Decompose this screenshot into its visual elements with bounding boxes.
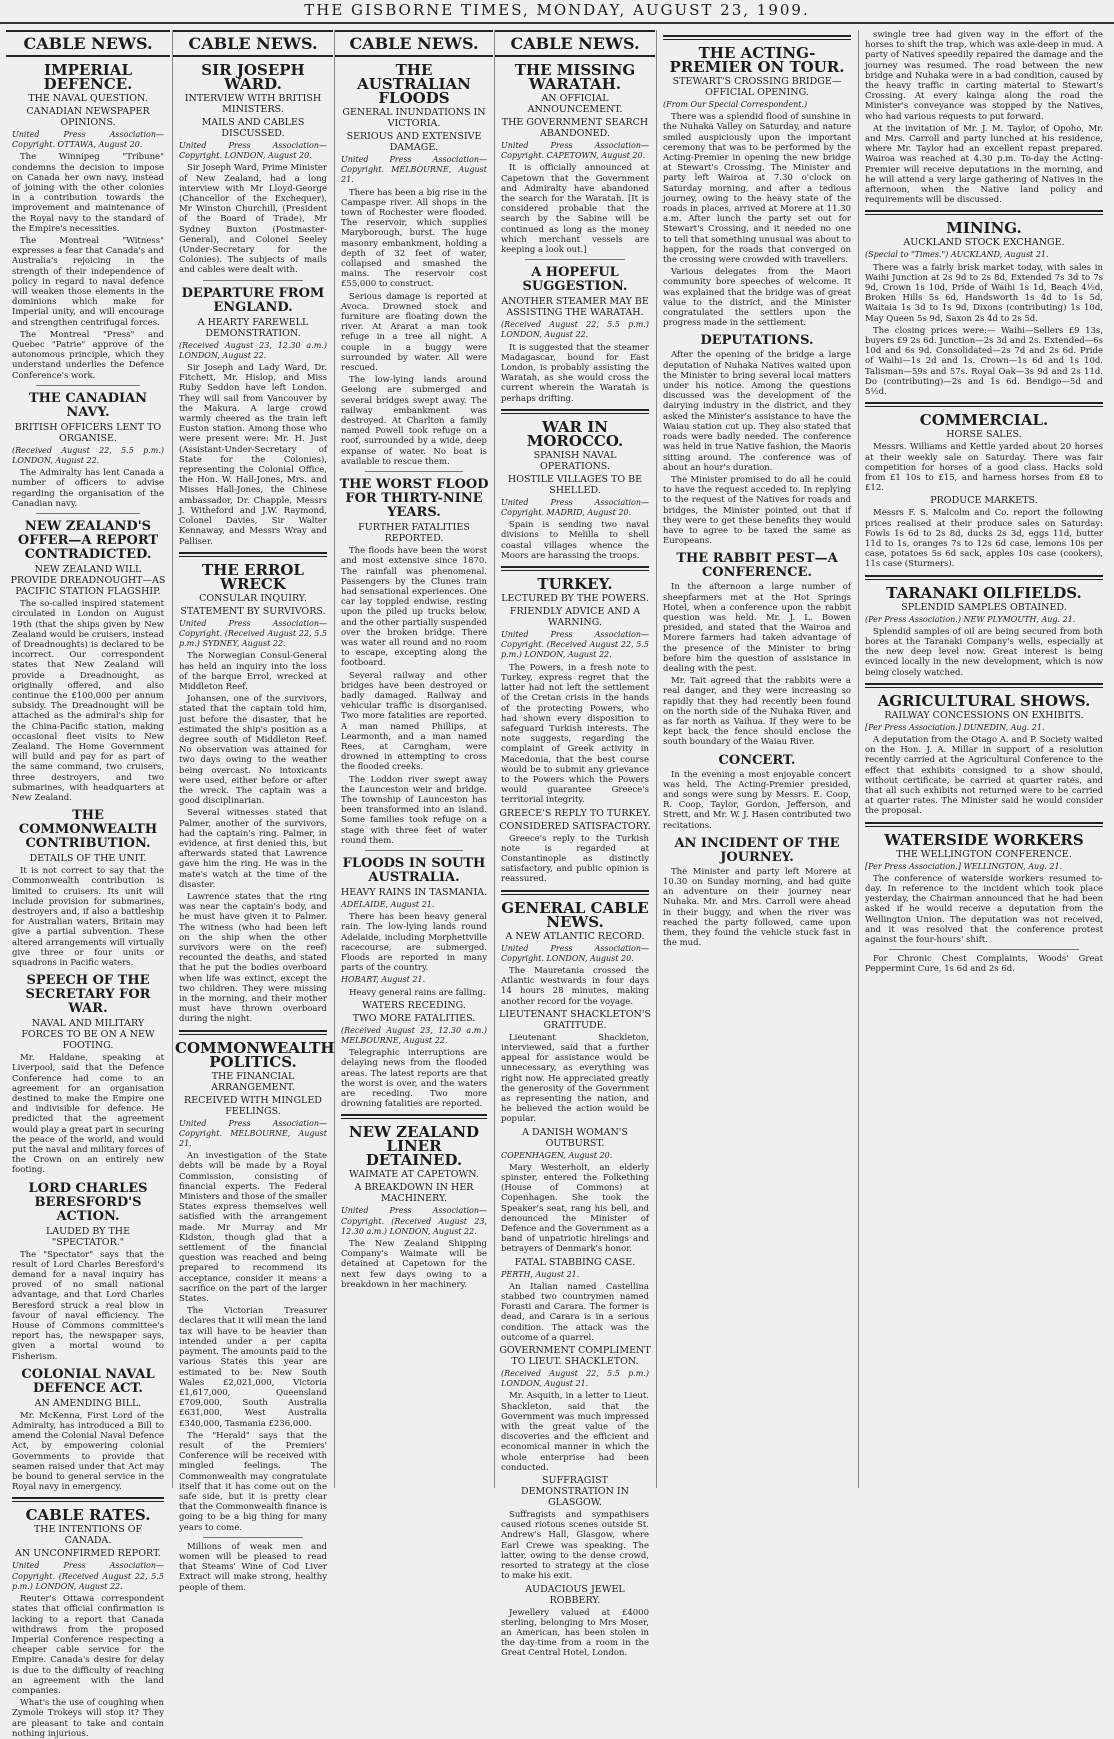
headline: THE ERROL WRECK [202,560,304,593]
subheading: A NEW ATLANTIC RECORD. [505,930,645,942]
paragraph: The Admiralty has lent Canada a number of officers to advise regarding the organisation of the Canadian navy. [12,468,164,509]
paragraph: Telegraphic interruptions are delaying news from the flooded areas. The latest reports are that the worst is over, and the waters are receding. Two more drowning fatalities are reported. [341,1048,487,1110]
subheading: HEAVY RAINS IN TASMANIA. [340,886,488,898]
subheading: INTERVIEW WITH BRITISH MINISTERS. [184,93,322,115]
subheading: ANOTHER STEAMER MAY BE ASSISTING THE WARATAH. [501,296,649,319]
dateline: HOBART, August 21. [341,975,426,985]
divider [36,513,140,514]
column-6 [858,30,1109,1488]
paragraph: Mr. McKenna, First Lord of the Admiralty, has introduced a Bill to amend the Colonial Naval Defence Act, by empowering colonial Governments to provide that seamen raised under that Act may be bound to general service in the Royal navy in emergency. [12,1410,164,1493]
subheading: GREECE'S REPLY TO TURKEY. [499,807,651,819]
paragraph: Messrs. Williams and Kettle yarded about 20 horses at their weekly sale on Saturday. There was fair competition for horses of a good class. Hacks sold from £1 10s to £15, and harness horses from £8 to £12. [865,442,1103,494]
paragraph: Spain is sending two naval divisions to Melilla to shell coastal villages whence the Moors are harassing the troops. [501,520,649,561]
paragraph: Splendid samples of oil are being secured from both bores at the Taranaki Company's wells, especially at the new deep level now. Great interest is being evinced locally in the new development, which is now being closely watched. [865,626,1103,678]
paragraph: There has been a big rise in the Campaspe river. All shops in the town of Rochester were flooded. The reservoir, which supplies Maryborough, burst. The huge masonry embankment, holding a depth of 32 feet of water, collapsed and smashed the mains. The reservoir cost £55,000 to construct. [341,187,487,290]
subheading: A DANISH WOMAN'S OUTBURST. [522,1126,628,1149]
paragraph: The low-lying lands around Geelong are submerged and several bridges swept away. The railway embankment was destroyed. At Charlton a family named Powell took refuge on a roof, surrounded by a wide, deep expanse of water. No boat is available to rescue them. [341,375,487,467]
divider [865,822,1103,827]
subheading: AN AMENDING BILL. [34,1397,142,1409]
paragraph: The "Spectator" says that the result of Lord Charles Beresford's demand for a naval inquiry has proved of no small national advantage, and that Lord Charles Beresford struck a real blow in favour of naval efficiency. The House of Commons committee's report has, the newspaper says, given a mortal wound to Fisherism. [12,1249,164,1362]
paragraph: A deputation from the Otago A. and P. Society waited on the Hon. J. A. Millar in support of a resolution recently carried at the Agricultural Conference to the effect that exhibits consigned to a show should, without certificate, be carried at quarter rates, and that all such exhibits not returned were to be carried at quarter rates. The Minister said he would consider the proposal. [865,734,1103,817]
subheading: NEW ZEALAND WILL PROVIDE DREADNOUGHT—AS PACIFIC STATION FLAGSHIP. [10,564,166,598]
paragraph: Several railway and other bridges have been destroyed or badly damaged. Railway and vehicular traffic is disorganised. Two more fatalities are reported. A man named Phillips, at Learmonth, and a man named Rees, at Carngham, were drowned in attempting to cross the flooded creeks. [341,670,487,773]
paragraph: The Montreal "Press" and Quebec "Patrie" approve of the autonomous principle, which they understand underlies the Defence Conference's work. [12,329,164,381]
dateline: United Press Association—Copyright. LONDON, August 20. [501,943,649,963]
paragraph: An investigation of the State debts will be made by a Royal Commission, consisting of financial experts. The Federal Ministers and those of the smaller States express themselves well satisfied with the arrangement made. Mr Murray and Mr Kidston, though glad that a settlement of the financial question was reached and being prepared to recommend its acceptance, consider it means a sacrifice on the part of the larger States. [179,1151,327,1305]
dateline: (Per Press Association.) NEW PLYMOUTH, Aug. 21. [865,614,1076,624]
divider [865,402,1103,407]
paragraph: Greece's reply to the Turkish note is regarded at Constantinople as distinctly satisfactory, and public opinion is reassured. [501,833,649,885]
subheading: NAVAL AND MILITARY FORCES TO BE ON A NEW FOOTING. [21,1018,155,1052]
paragraph: At the invitation of Mr. J. M. Taylor, of Opoho, Mr. and Mrs. Carroll and party lunched at his residence, where Mr. Taylor had an excellent repast prepared. Wairoa was reached at 4.30 p.m. To-day the Acting-Premier will receive deputations in the morning, and he will attend a very large gathering of Natives in the afternoon, when the Native land policy and requirements will be discussed. [865,123,1103,206]
subheading: LAUDED BY THE "SPECTATOR." [45,1225,131,1248]
subheading: SUFFRAGIST DEMONSTRATION IN GLASGOW. [521,1475,629,1509]
subheading: THE WELLINGTON CONFERENCE. [896,848,1072,860]
subheading: A HEARTY FAREWELL DEMONSTRATION. [197,316,309,339]
dateline: United Press Association—Copyright. (Received August 22, 5.5 p.m.) SYDNEY, August 22. [179,618,327,649]
dateline: United Press Association—Copyright. MADRID, August 20. [501,497,649,518]
paragraph: Sir Joseph and Lady Ward, Dr. Fitchett, Mr. Hislop, and Miss Ruby Seddon have left London. They will sail from Vancouver by the Makura. A large crowd warmly cheered as the train left Euston station. Among those who were present were: Mr. H. Just (Assistant-Under-Secretary of State for the Colonies), representing the Colonial Office, the Hon. W. Hall-Jones, Mrs. and Misses Hall-Jones, the Chinese ambassador, Dr. Chapple, Messrs J. Witheford and J.W. Raymond, Colonel Davies, Sir Walter Kennaway, and Messrs Wray and Palliser. [179,363,327,547]
paragraph: Mr. Haldane, speaking at Liverpool, said that the Defence Conference had come to an agreement for an organisation destined to make the Empire one and indivisible for defence. He predicted that the agreement would play a great part in securing the peace of the world, and would put the naval and military forces of the Crown on an entirely new footing. [12,1053,164,1176]
paragraph: The "Herald" says that the result of the Premiers' Conference will be received with mingled feelings. The Commonwealth may congratulate itself that it has come out on the safe side, but it is pretty clear that the Commonwealth finance is going to be a big thing for many years to come. [179,1430,327,1533]
subheading: AUDACIOUS JEWEL ROBBERY. [525,1583,625,1606]
column-2 [172,30,335,1593]
paragraph: The floods have been the worst and most extensive since 1870. The rainfall was phenomenal. Passengers by the Clunes train had sensational experiences. One car lay toppled endwise, resting upon the piled up trucks below, and the other partially suspended over the broken bridge. There was water all round and no room to escape, excepting along the footboard. [341,546,487,669]
dateline: United Press Association—Copyright. (Received August 22, 5.5 p.m.) LONDON, August 22. [501,630,649,660]
advertisement: Millions of weak men and women will be pleased to read that Steams' Wine of Cod Liver Extract will make strong, healthy people of them. [179,1541,327,1593]
column-3 [334,30,493,1488]
paragraph: There was a fairly brisk market today, with sales in Waihi Junction at 2s 9d to 2s 8d, Extended 7s 3d to 7s 9d, Crown 1s 10d, Pride of Waihi 1s 1d, Beach 4½d, Broken Hills 5s 6d, Handsworth 1s 4d to 1s 5d, Waitaia 1s 3d to 1s 9d, Dixons (contributing) 1s 10d, May Queen 5s 9d, Saxon 2s 4d to 2s 5d. [865,262,1103,324]
paragraph: The closing prices were:— Waihi—Sellers £9 13s, buyers £9 2s 6d. Junction—2s 3d and 2s. Extended—6s 10d and 6s 9d. Consolidated—2s 7d and 2s 6d. Pride of Waihi—1s 2d and 1s. Crown—1s 6d and 1s 10d. Talisman—59s and 57s. Royal Oak—3s 9d and 2s 11d. Do (contributing)—2s and 1s 6d. Bendigo—5d and 5½d. [865,325,1103,398]
subheading: GOVERNMENT COMPLIMENT TO LIEUT. SHACKLETON. [499,1345,651,1368]
paragraph: Messrs F. S. Malcolm and Co. report the following prices realised at their produce sales on Saturday: Fowls 1s 6d to 2s 8d, ducks 2s 3d, eggs 11d, butter 11d to 1s, oranges 7s to 12s 6d case, lemons 10s per case, potatoes 5s 6d sack, apples 10s case (cookers), 11s case (Sturmers). [865,508,1103,570]
paragraph: The Powers, in a fresh note to Turkey, express regret that the latter had not left the settlement of the Cretan crisis in the hands of the protecting Powers, who had shown every disposition to safeguard Turkish interests. The note suggests, regarding the complaint of Greek activity in Macedonia, that the best course would be to submit any grievance to the Powers which the Powers would guarantee Greece's territorial integrity. [501,662,649,806]
paragraph: Heavy general rains are falling. [349,987,486,998]
headline: COMMONWEALTH POLITICS. [175,1038,335,1071]
newspaper-columns [6,30,1108,1739]
dateline: United Press Association—Copyright. MELBOURNE, August 21. [341,155,487,185]
divider [341,1114,487,1119]
headline: THE CANADIAN NAVY. [28,390,148,420]
dateline: ADELAIDE, August 21. [341,899,435,909]
subheading: LECTURED BY THE POWERS. [501,593,649,605]
headline: WAR IN MOROCCO. [526,417,624,450]
subheading: THE NAVAL QUESTION. [28,93,148,104]
divider [179,552,327,557]
divider [203,280,303,281]
headline: MINING. [946,219,1022,238]
headline: WATERSIDE WORKERS [884,830,1084,849]
dateline: United Press Association—Copyright. LONDON, August 20. [179,141,327,161]
subheading: GENERAL INUNDATIONS IN VICTORIA. [342,107,486,129]
subheading: FURTHER FATALITIES REPORTED. [358,522,470,545]
subheading: CONSULAR INQUIRY. [199,592,307,604]
paragraph: The conference of waterside workers resumed to-day. In reference to the incident which took place yesterday, the Chairman announced that he had been asked if he would receive a deputation from the Wellington Union. The deputation was not received, and it was resolved that the conference protest against the four-hours' shift. [865,873,1103,945]
dateline: United Press Association—Copyright. (Received August 23, 12.30 a.m.) LONDON, August 22. [341,1206,487,1236]
divider [203,1537,303,1538]
cable-news-kicker: CABLE NEWS. [335,30,493,57]
headline: SIR JOSEPH WARD. [201,61,305,93]
subheading: A BREAKDOWN IN HER MACHINERY. [354,1182,474,1205]
divider [865,683,1103,688]
paragraph: Sir Joseph Ward, Prime Minister of New Zealand, had a long interview with Mr Lloyd-George (Chancellor of the Exchequer), Mr Winston Churchill, (President of the Board of Trade), Mr Sydney Buxton (Postmaster-General), and Colonel Seeley (Under-Secretary for the Colonies). The subjects of mails and cables were dealt with. [179,163,327,276]
headline: TARANAKI OILFIELDS. [886,583,1082,602]
cable-news-kicker: CABLE NEWS. [6,30,170,57]
subheading: WATERS RECEDING. [362,999,466,1011]
headline: IMPERIAL DEFENCE. [43,61,133,93]
subheading: STATEMENT BY SURVIVORS. [180,605,326,617]
headline: AN INCIDENT OF THE JOURNEY. [674,835,840,865]
dateline: [Per Press Association.] WELLINGTON, Aug. 21. [865,861,1063,871]
subheading: DETAILS OF THE UNIT. [29,853,147,865]
subheading: BRITISH OFFICERS LENT TO ORGANISE. [14,421,162,444]
headline: DEPARTURE FROM ENGLAND. [181,285,325,315]
dateline: United Press Association—Copyright. MELBOURNE, August 21. [179,1118,327,1149]
paragraph: Mary Westerholt, an elderly spinster, entered the Folkething (House of Commons) at Copenhagen. She took the Speaker's seat, rang his bell, and denounced the Minister of Defence and the Government as a band of unpatriotic hirelings and betrayers of Denmark's honor. [501,1162,649,1255]
paragraph: Mr. Tait agreed that the rabbits were a real danger, and they were increasing so rapidly that they had recently been found on the north side of the Nuhaka River, and as far north as Vaihua. If they were to be kept back the fence should enclose the south boundary of the Waiau River. [663,676,851,748]
headline: THE WORST FLOOD FOR THIRTY-NINE YEARS. [339,477,489,521]
column-5 [656,30,857,1488]
divider [889,949,1079,950]
paragraph: swingle tree had given way in the effort of the horses to shift the trap, which was axle-deep in mud. A party of Natives speedily repaired the damage and the journey was resumed. The road between the new bridge and Nuhaka were in a bad condition, caused by the heavy traffic in carting material to Stewart's Crossing. At every kainga along the road the Minister's conveyance was stopped by the Natives, who had various requests to put forward. [865,30,1103,122]
subheading: RAILWAY CONCESSIONS ON EXHIBITS. [884,709,1084,721]
cable-news-kicker: CABLE NEWS. [495,30,655,57]
subheading: FRIENDLY ADVICE AND A WARNING. [509,606,641,629]
headline: COLONIAL NAVAL DEFENCE ACT. [21,1366,155,1396]
headline: CABLE RATES. [25,1506,151,1525]
divider [865,575,1103,580]
paragraph: Several witnesses stated that Palmer, another of the survivors, had the captain's ring. Palmer, in evidence, at first denied this, but afterwards stated that Lawrence gave him the ring. He was in the mate's watch at the time of the disaster. [179,808,327,890]
dateline: [Per Press Association.] DUNEDIN, Aug. 21. [865,722,1045,732]
headline: THE AUSTRALIAN FLOODS [357,61,471,107]
subheading: AN OFFICIAL ANNOUNCEMENT. [527,93,623,115]
subheading: SPANISH NAVAL OPERATIONS. [533,449,617,472]
divider [36,385,140,386]
paragraph: There has been heavy general rain. The low-lying lands round Adelaide, including Morphettville racecourse, are submerged. Floods are reported in many parts of the country. [341,912,487,974]
subheading: RECEIVED WITH MINGLED FEELINGS. [184,1094,322,1117]
headline: TURKEY. [537,575,613,594]
dateline: United Press Association—Copyright. (Received August 22, 5.5 p.m.) LONDON, August 22. [12,1561,164,1591]
subheading: LIEUTENANT SHACKLETON'S GRATITUDE. [499,1008,651,1031]
divider [663,35,851,40]
paragraph: It is suggested that the steamer Madagascar, bound for East London, is probably assisting the Waratah, as she would cross the current wherein the Waratah is perhaps drifting. [501,342,649,404]
dateline: PERTH, August 21. [501,1269,580,1279]
paragraph: Johansen, one of the survivors, stated that the captain told him, just before the disaster, that he estimated the ship's position as a degree south of Middleton Reef. No observation was attained for two days owing to the weather being overcast. No intoxicants were used, either before or after the wreck. The captain was a good disciplinarian. [179,694,327,807]
subheading: WAIMATE AT CAPETOWN. [348,1169,480,1181]
paragraph: Suffragists and sympathisers caused riotous scenes outside St. Andrew's Hall, Glasgow, where Earl Crewe was speaking. The latter, owing to the dense crowd, resorted to strategy at the close to make his exit. [501,1510,649,1582]
headline: COMMERCIAL. [919,411,1049,430]
divider [525,259,625,260]
advertisement: What's the use of coughing when Zymole Trokeys will stop it? They are pleasant to take and contain nothing injurious. [12,1698,164,1739]
divider [365,850,463,851]
dateline: (Received August 22, 5.5 p.m.) LONDON, August 21. [501,1369,649,1389]
paragraph: After the opening of the bridge a large deputation of Nuhaka Natives waited upon the Minister to bring several local matters under his notice. Among the questions discussed was the development of the dairying industry in the district, and they asked the Minister's assistance to have the Waiau station cut up. They also stated that roads were badly needed. The conference was held in true Native fashion, the Maoris sitting around. The conference was of about an hour's duration. [663,350,851,473]
paragraph: The Minister promised to do all he could to have the request acceded to. In replying to the request of the Natives for roads and bridges, the Minister pointed out that if they were to get these benefits they would have to agree to be taxed the same as Europeans. [663,474,851,547]
divider [179,1030,327,1035]
divider [365,471,463,472]
headline: THE MISSING WARATAH. [514,61,636,93]
paragraph: The Norwegian Consul-General has held an inquiry into the loss of the barque Errol, wrecked at Middleton Reef. [179,651,327,692]
subheading: SPLENDID SAMPLES OBTAINED. [901,601,1067,613]
paragraph: Lawrence states that the ring was near the captain's body, and he must have given it to Palmer. The witness (who had been left on the ship when the other survivors were on the reef) recounted the deaths, and stated that he put the bodies overboard when life was extinct, except the two children. They were missing in the morning, and their mother must have thrown overboard during the night. [179,891,327,1025]
paragraph: Serious damage is reported at Avoca. Drowned stock and furniture are floating down the river. At Ararat a man took refuge in a tree all night. A couple in a buggy were surrounded by water. All were rescued. [341,291,487,374]
subheading: HORSE SALES. [946,429,1022,441]
headline: NEW ZEALAND LINER DETAINED. [348,1123,480,1170]
headline: GENERAL CABLE NEWS. [501,898,649,931]
paragraph: An Italian named Castellina stabbed two countrymen named Forasti and Carara. The former is dead, and Carara is in a serious condition. The attack was the outcome of a quarrel. [501,1281,649,1343]
paragraph: Mr. Asquith, in a letter to Lieut. Shackleton, said that the Government was much impressed with the great value of the discoveries and the efficient and economical manner in which the whole enterprise had been conducted. [501,1391,649,1473]
headline: A HOPEFUL SUGGESTION. [522,265,628,295]
paragraph: Jewellery valued at £4000 sterling, belonging to Mrs Moser, an American, has been stolen in the day-time from a room in the Great Central Hotel, London. [501,1607,649,1659]
headline: NEW ZEALAND'S OFFER—A REPORT CONTRADICTED. [17,519,159,563]
subheading: THE INTENTIONS OF CANADA. [33,1524,143,1547]
headline: THE RABBIT PEST—A CONFERENCE. [676,551,838,581]
paragraph: The so-called inspired statement circulated in London on August 19th (that the ships given by New Zealand would be cruisers, instead of Dreadnoughts) is declared to be incorrect. Our correspondent states that New Zealand will provide a Dreadnought, as originally offered, and also continue the £100,000 per annum subsidy. The Dreadnought will be attached as the admiral's ship for the China-Pacific station, making occasional fleet visits to New Zealand. The Home Government will build and pay for as part of the same command, two cruisers, three destroyers, and two submarines, with headquarters at New Zealand. [12,599,164,803]
paragraph: Reuter's Ottawa correspondent states that official confirmation is lacking to a report that Canada withdraws from the proposed Imperial Conference respecting a cheaper cable service for the Empire. Canada's desire for delay is due to the difficulty of reaching an agreement with the land companies. [12,1594,164,1696]
dateline: (Received August 23, 12.30 a.m.) LONDON, August 22. [179,340,327,360]
paragraph: The Winnipeg "Tribune" condemns the decision to impose on Canada her own navy, instead of joining with the other colonies in a contribution towards the improvement and maintenance of the Royal navy to the standard of the Empire's necessities. [12,152,164,234]
headline: THE COMMONWEALTH CONTRIBUTION. [18,808,158,852]
masthead: THE GISBORNE TIMES, MONDAY, AUGUST 23, 1909. [0,0,1114,24]
headline: AGRICULTURAL SHOWS. [877,691,1091,710]
paragraph: There was a splendid flood of sunshine in the Nuhaka Valley on Saturday, and nature smiled auspiciously upon the important ceremony that was to be performed by the Acting-Premier in opening the new bridge at Stewart's Crossing. The Minister and party left Wairoa at 7.30 o'clock on Saturday morning, and after a tedious journey, owing to the heavy state of the roads in places, arrived at Morere at 11.30 a.m. After lunch the party set out for Stewart's Crossing, and it needed no one to tell that something unusual was about to happen, for the roads that converged on the crossing were crowded with travellers. [663,112,851,266]
headline: SPEECH OF THE SECRETARY FOR WAR. [25,973,151,1017]
subheading: THE GOVERNMENT SEARCH ABANDONED. [501,117,649,139]
paragraph: The Minister and party left Morere at 10.30 on Sunday morning, and had quite an adventure on their journey near Nuhaka. Mr. and Mrs. Carroll were ahead in their buggy, and when the river was reached the party followed, came upon them, they found the vehicle stuck fast in the mud. [663,866,851,949]
column-4 [494,30,655,1659]
headline: CONCERT. [718,752,796,768]
paragraph: In the evening a most enjoyable concert was held. The Acting-Premier presided, and songs were sung by Messrs. E. Coop, R. Coop, Taylor, Gordon, Jefferson, and Strett, and Mr. W. J. Hasen contributed two recitations. [663,769,851,831]
paragraph: It is officially announced at Capetown that the Government and Admiralty have abandoned the search for the Waratah. [It is considered probable that the search by the Sabine will be continued as long as the money which merchant vessels are keeping a look out.] [501,163,649,256]
headline: DEPUTATIONS. [700,333,814,349]
subheading: THE FINANCIAL ARRANGEMENT. [211,1070,295,1093]
column-1 [6,30,170,1739]
headline: FLOODS IN SOUTH AUSTRALIA. [342,855,486,885]
dateline: (From Our Special Correspondent.) [663,100,808,109]
paragraph: Various delegates from the Maori community bore speeches of welcome. It was explained that the bridge was of great value to the district, and the Minister congratulated the settlers upon the progress made in the settlement. [663,267,851,329]
dateline: (Received August 22, 5.5 p.m.) LONDON, August 22. [501,320,649,340]
subheading: TWO MORE FATALITIES. [352,1012,476,1024]
divider [865,210,1103,215]
paragraph: It is not correct to say that the Commonwealth contribution is limited to cruisers. Its unit will include provision for submarines, destroyers and, if also a battleship for Australian waters, Britain may give a partial subvention. These altered arrangements will virtually give three or four units or squadrons in Pacific waters. [12,866,164,968]
subheading: MAILS AND CABLES DISCUSSED. [201,117,305,139]
cable-news-kicker: CABLE NEWS. [173,30,333,57]
headline: THE ACTING-PREMIER ON TOUR. [669,44,845,76]
dateline: United Press Association—Copyright. CAPETOWN, August 20. [501,141,649,161]
dateline: COPENHAGEN, August 20. [501,1150,613,1160]
paragraph: In the afternoon a large number of sheepfarmers met at the Hot Springs Hotel, when a conference upon the rabbit question was held. Mr. J. L. Bowen presided, and stated that the Wairoa and Morere farmers had taken advantage of the presence of the Minister to bring before him the question of assistance in dealing with the pest. [663,582,851,674]
divider [501,409,649,414]
dateline: (Received August 23, 12.30 a.m.) MELBOURNE, August 22. [341,1025,487,1046]
dateline: (Received August 22, 5.5 p.m.) LONDON, August 22. [12,445,164,466]
paragraph: Lieutenant Shackleton, interviewed, said that a further appeal for assistance would be unnecessary, as everything was right now. He appreciated greatly the generosity of the Government as representing the nation, and he believed the action would be popular. [501,1032,649,1125]
paragraph: The Mauretania crossed the Atlantic westwards in four days 14 hours 28 minutes, making another record for the voyage. [501,965,649,1007]
paragraph: The Montreal "Witness" expresses a fear that Canada's and Australia's rejoicing in the strength of their independence of policy in regard to naval defence will weaken those elements in the dominions which make for Imperial unity, and will encourage and strengthen centrifugal forces. [12,236,164,328]
dateline: United Press Association—Copyright. OTTAWA, August 20. [12,130,164,150]
paragraph: The Loddon river swept away the Launceston weir and bridge. The township of Launceston has been transformed into an island. Some families took refuge on a stage with three feet of water round them. [341,774,487,846]
subheading: PRODUCE MARKETS. [930,495,1038,507]
dateline: (Special to "Times.") AUCKLAND, August 21. [865,250,1049,260]
subheading: FATAL STABBING CASE. [514,1256,636,1268]
paragraph: The New Zealand Shipping Company's Waimate will be detained at Capetown for the next few days owing to a breakdown in her machinery. [341,1239,487,1290]
subheading: HOSTILE VILLAGES TO BE SHELLED. [507,473,643,496]
paragraph: The Victorian Treasurer declares that it will mean the land tax will have to be heavier than intended under a per capita payment. The amounts paid to the various States this year are estimated to be: New South Wales £2,021,000, Victoria £1,617,000, Queensland £709,000, South Australia £631,000, West Australia £340,000, Tasmania £236,000. [179,1306,327,1429]
advertisement: For Chronic Chest Complaints, Woods' Great Peppermint Cure, 1s 6d and 2s 6d. [865,954,1103,975]
divider [12,1497,164,1502]
divider [501,890,649,895]
headline: LORD CHARLES BERESFORD'S ACTION. [28,1180,148,1224]
subheading: CANADIAN NEWSPAPER OPINIONS. [26,106,150,128]
divider [501,566,649,571]
subheading: STEWART'S CROSSING BRIDGE—OFFICIAL OPENING. [672,76,842,98]
subheading: CONSIDERED SATISFACTORY. [499,820,651,832]
subheading: AUCKLAND STOCK EXCHANGE. [903,237,1065,249]
subheading: AN UNCONFIRMED REPORT. [15,1548,161,1560]
subheading: SERIOUS AND EXTENSIVE DAMAGE. [346,131,482,153]
